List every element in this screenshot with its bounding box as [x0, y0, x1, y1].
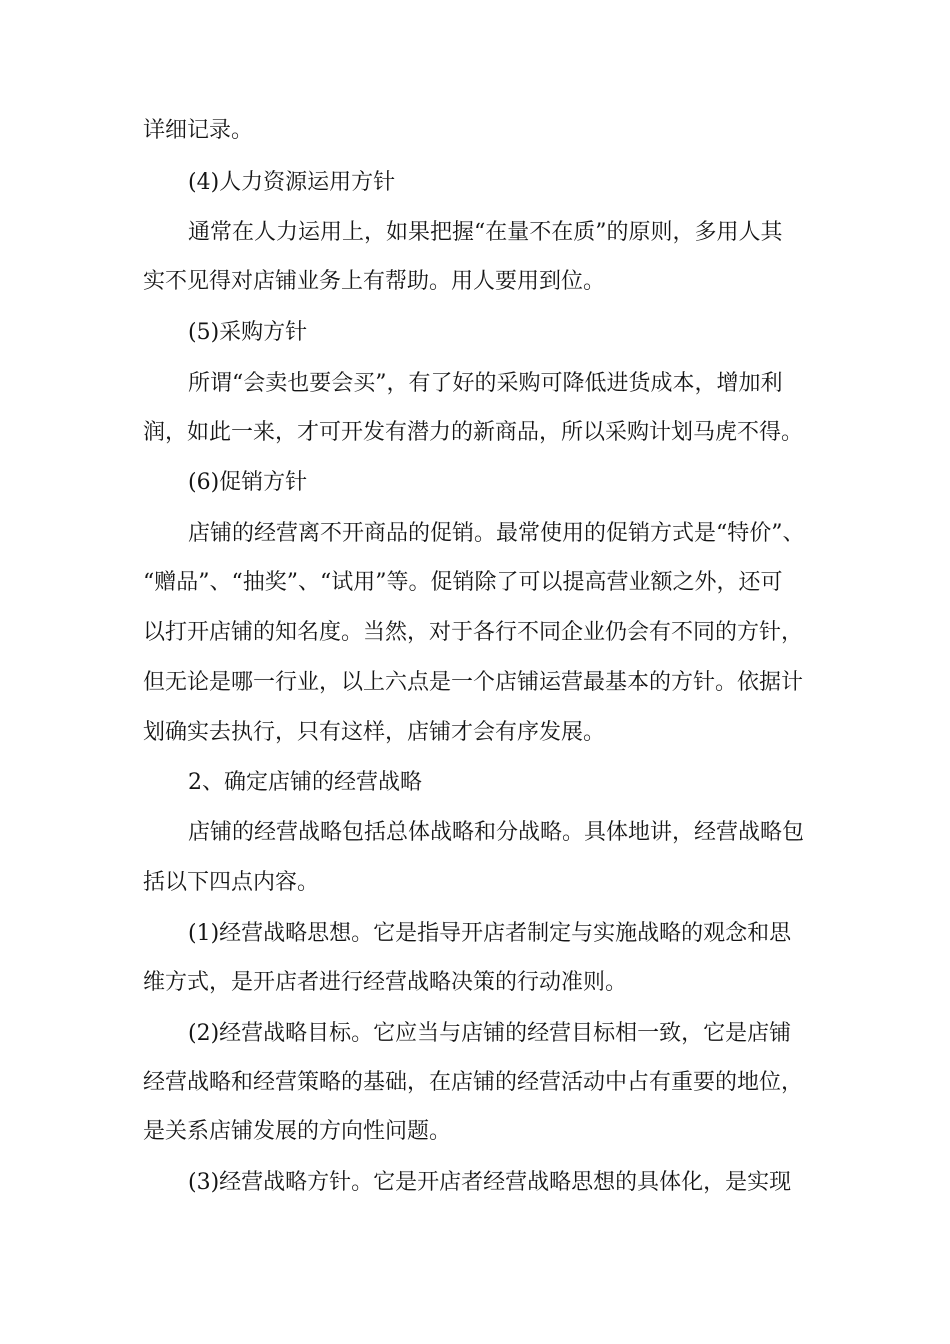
text-line: “赠品”、“抽奖”、“试用”等。促销除了可以提高营业额之外，还可 [143, 570, 783, 595]
heading-promotion-policy: (6)促销方针 [188, 470, 308, 495]
text-line: (2)经营战略目标。它应当与店铺的经营目标相一致，它是店铺 [188, 1021, 792, 1046]
text-line: (1)经营战略思想。它是指导开店者制定与实施战略的观念和思 [188, 921, 792, 946]
text-line: 括以下四点内容。 [143, 870, 320, 895]
text-line: 实不见得对店铺业务上有帮助。用人要用到位。 [143, 269, 606, 294]
text-line: 但无论是哪一行业，以上六点是一个店铺运营最基本的方针。依据计 [143, 670, 804, 695]
text-line: 所谓“会卖也要会买”，有了好的采购可降低进货成本，增加利 [188, 371, 783, 396]
text-line: 是关系店铺发展的方向性问题。 [143, 1119, 452, 1144]
text-line: 通常在人力运用上，如果把握“在量不在质”的原则，多用人其 [188, 220, 783, 245]
text-line: 维方式，是开店者进行经营战略决策的行动准则。 [143, 970, 628, 995]
text-line: 以打开店铺的知名度。当然，对于各行不同企业仍会有不同的方针， [143, 620, 804, 645]
text-line: 店铺的经营战略包括总体战略和分战略。具体地讲，经营战略包 [188, 820, 805, 845]
text-line: (3)经营战略方针。它是开店者经营战略思想的具体化，是实现 [188, 1170, 792, 1195]
text-line: 店铺的经营离不开商品的促销。最常使用的促销方式是“特价”、 [188, 521, 805, 546]
text-line: 划确实去执行，只有这样，店铺才会有序发展。 [143, 720, 606, 745]
text-line: 详细记录。 [143, 118, 254, 143]
heading-business-strategy: 2、确定店铺的经营战略 [188, 770, 422, 795]
heading-purchasing-policy: (5)采购方针 [188, 320, 308, 345]
heading-hr-policy: (4)人力资源运用方针 [188, 170, 396, 195]
text-line: 经营战略和经营策略的基础，在店铺的经营活动中占有重要的地位， [143, 1070, 804, 1095]
text-line: 润，如此一来，才可开发有潜力的新商品，所以采购计划马虎不得。 [143, 420, 804, 445]
